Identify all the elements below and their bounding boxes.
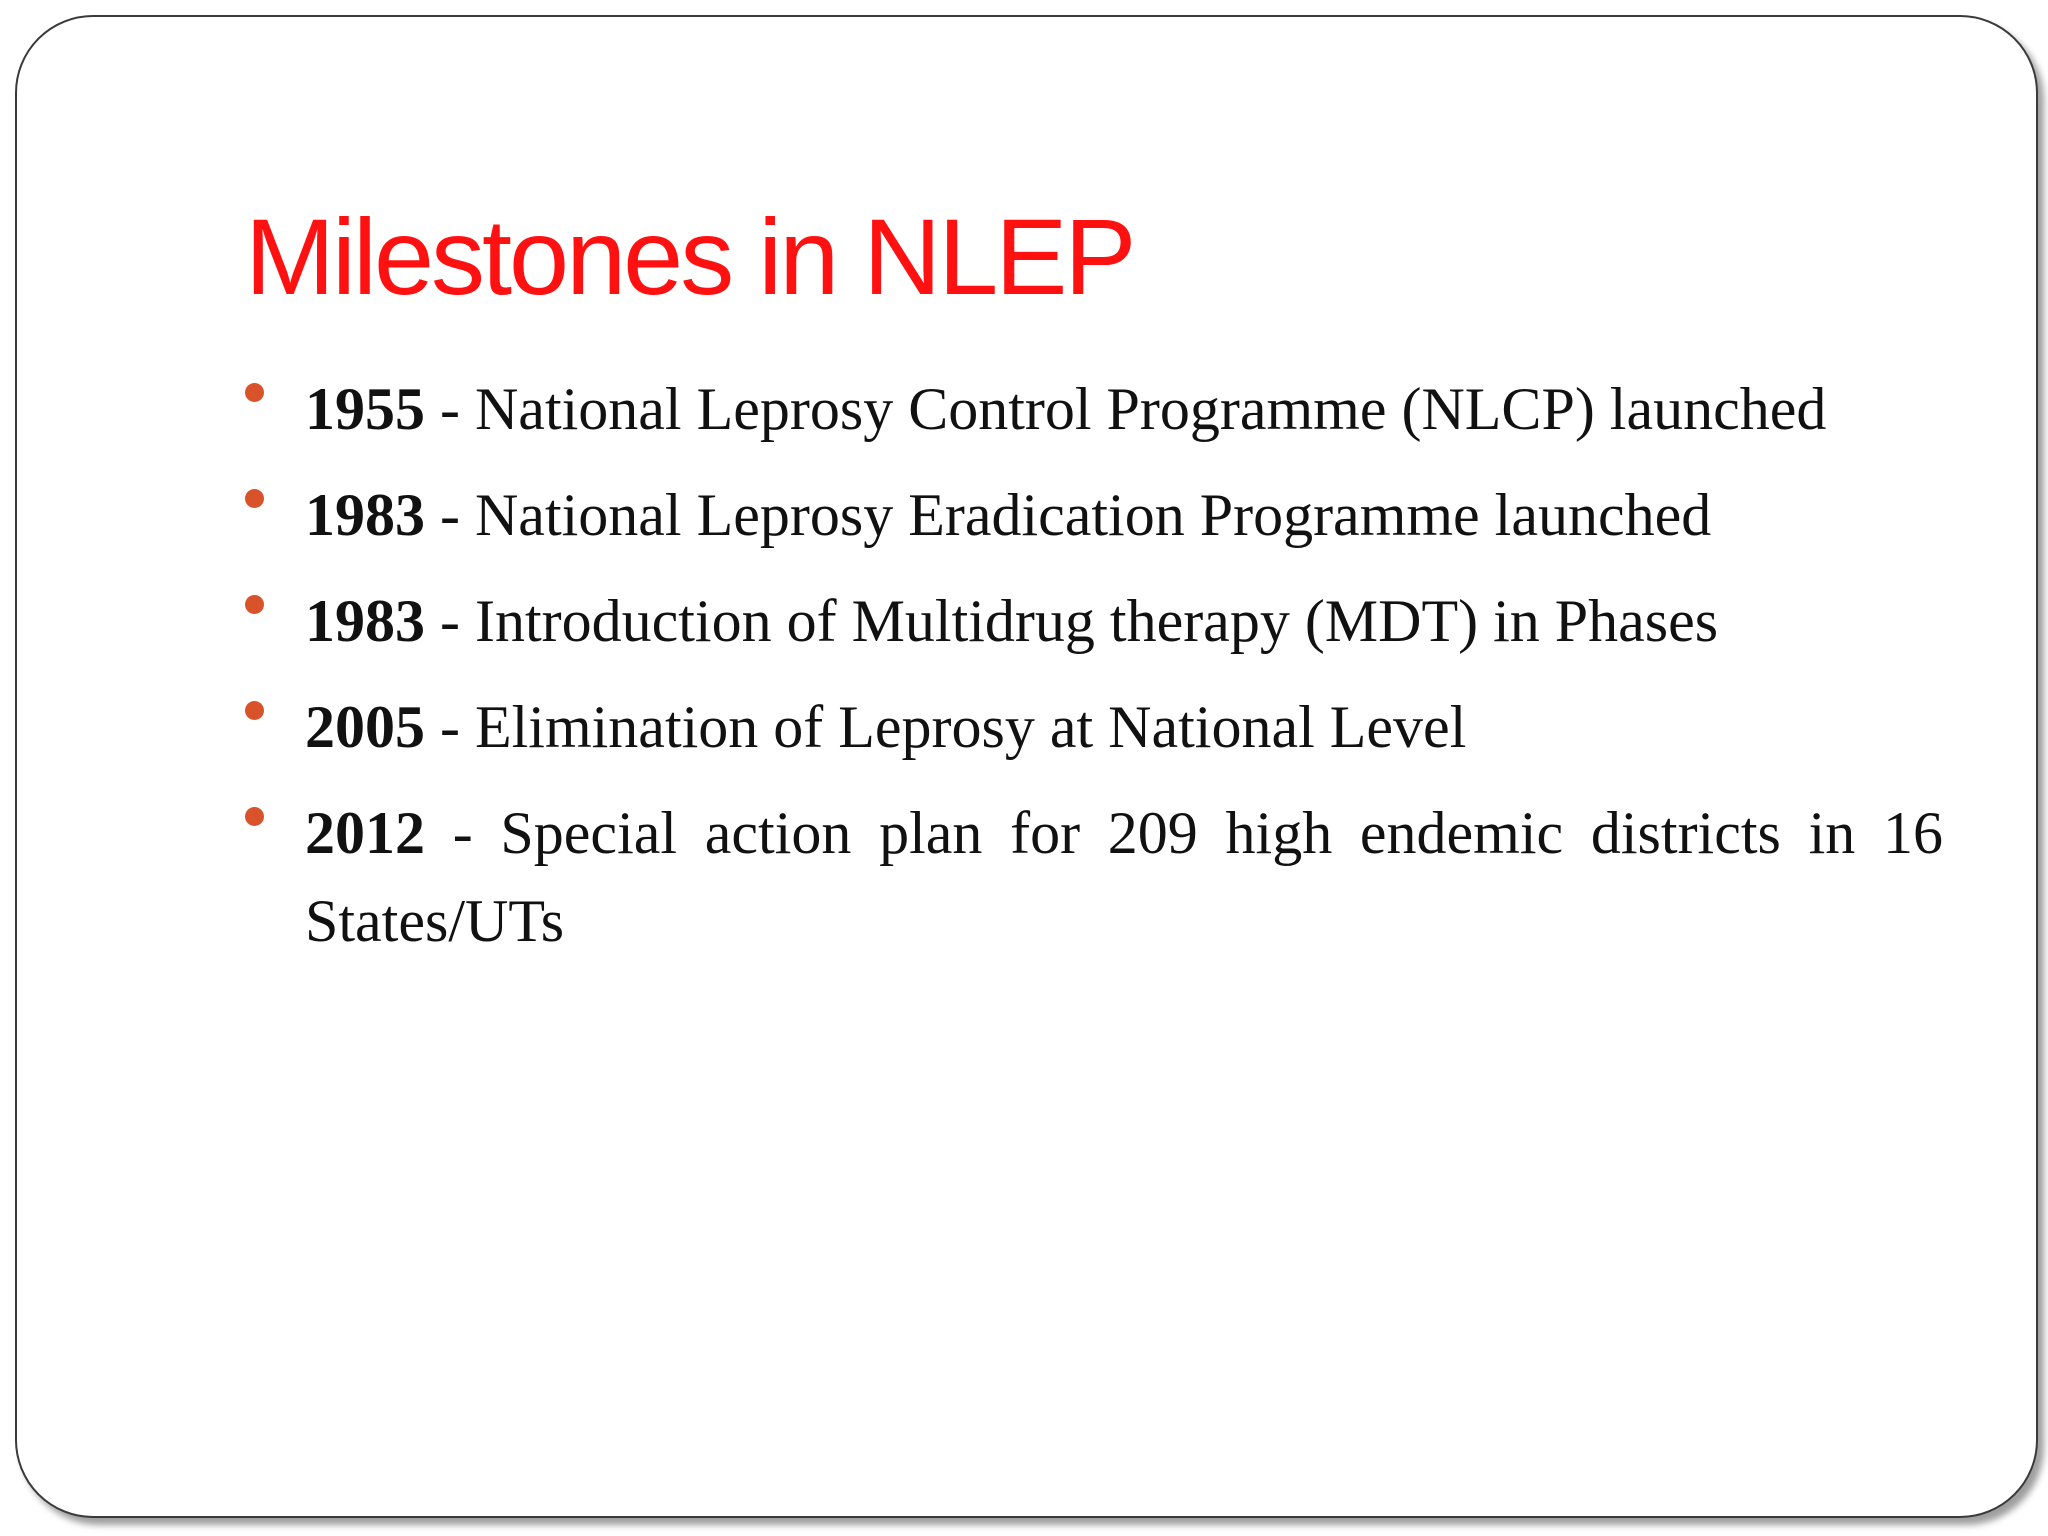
bullet-dot-icon — [245, 701, 264, 720]
milestone-year: 2012 — [305, 800, 425, 866]
milestone-list — [305, 365, 1943, 983]
milestone-year: 1955 — [305, 376, 425, 442]
milestone-item — [305, 577, 1943, 665]
milestone-text: - Special action plan for 209 high endemic districts in 16 States/UTs — [305, 800, 1943, 954]
slide-title: Milestones in NLEP — [245, 196, 1134, 317]
milestone-text: - Introduction of Multidrug therapy (MDT) in Phases — [425, 588, 1719, 654]
milestone-year: 1983 — [305, 588, 425, 654]
milestone-item — [305, 365, 1943, 453]
milestone-item — [305, 471, 1943, 559]
milestone-item — [305, 683, 1943, 771]
bullet-dot-icon — [245, 489, 264, 508]
bullet-dot-icon — [245, 383, 264, 402]
slide-frame — [15, 15, 2038, 1518]
milestone-item — [305, 789, 1943, 965]
milestone-year: 2005 — [305, 694, 425, 760]
bullet-dot-icon — [245, 595, 264, 614]
milestone-text: - National Leprosy Eradication Programme launched — [425, 482, 1712, 548]
milestone-year: 1983 — [305, 482, 425, 548]
milestone-text: - National Leprosy Control Programme (NLCP) launched — [425, 376, 1827, 442]
bullet-dot-icon — [245, 807, 264, 826]
milestone-text: - Elimination of Leprosy at National Level — [425, 694, 1467, 760]
